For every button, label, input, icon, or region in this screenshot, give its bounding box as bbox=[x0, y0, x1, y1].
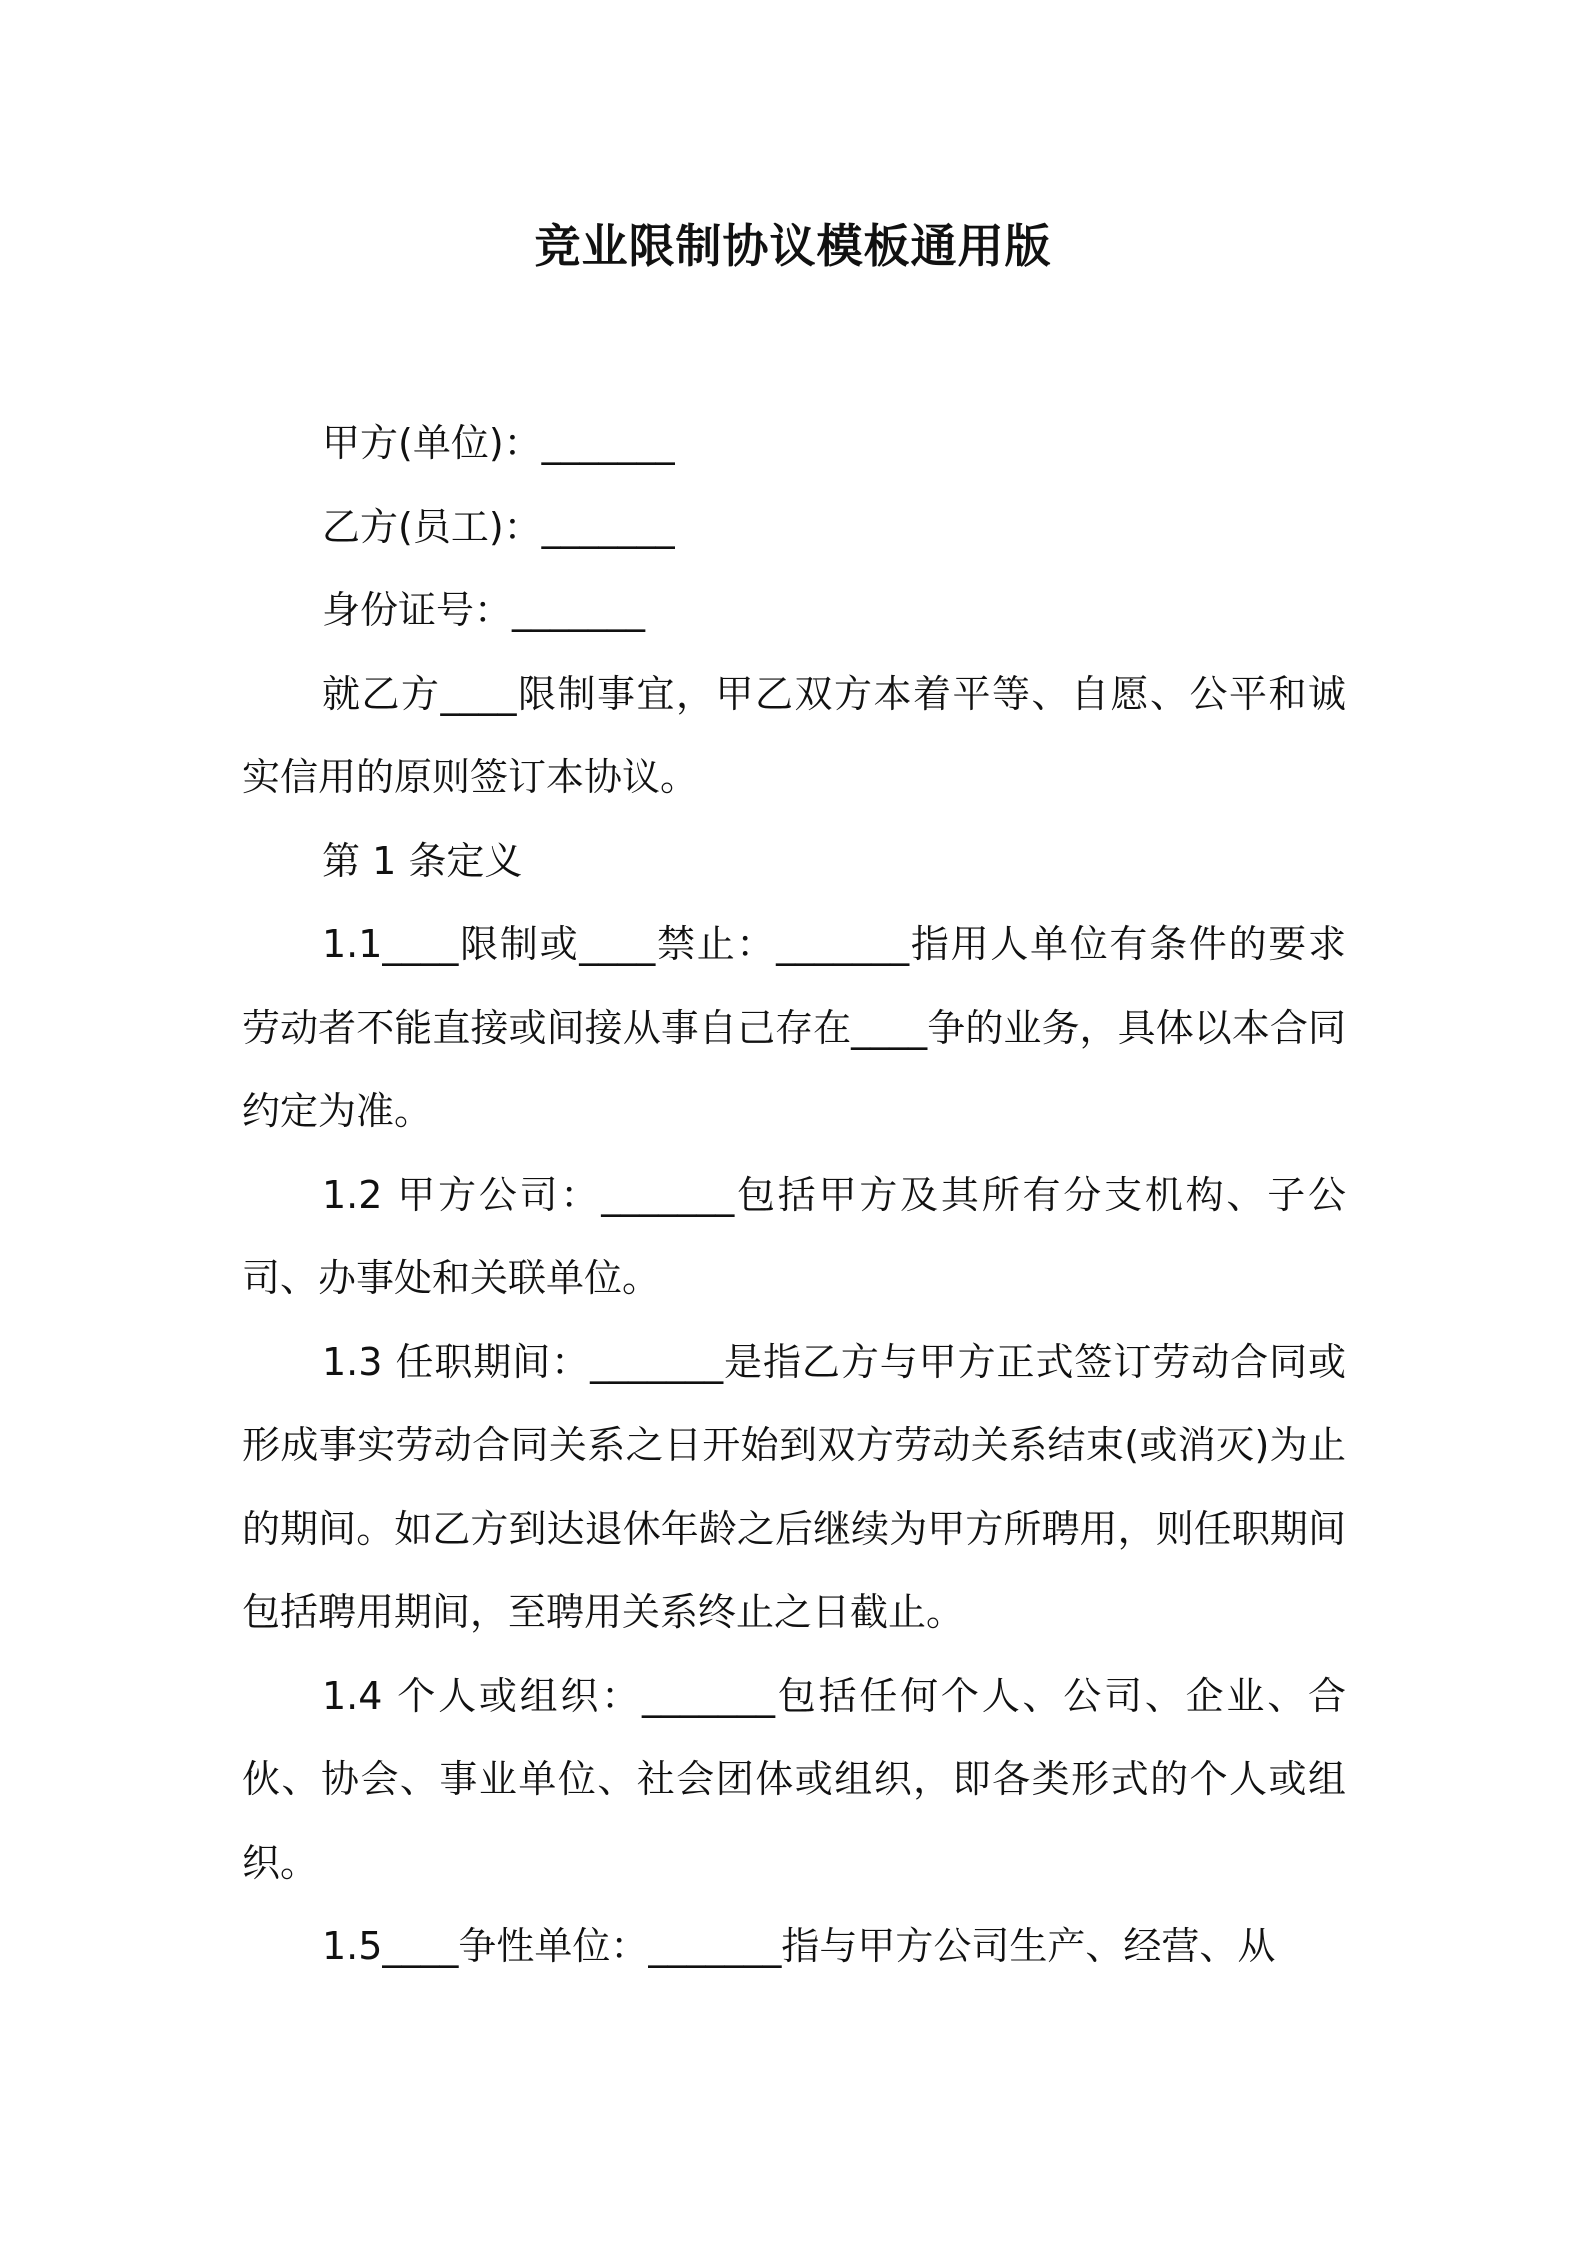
clause-1-4: 1.4 个人或组织：_______包括任何个人、公司、企业、合伙、协会、事业单位、社会团体或组织，即各类形式的个人或组织。 bbox=[242, 1673, 1346, 1885]
clause-1-1: 1.1____限制或____禁止：_______指用人单位有条件的要求劳动者不能直接或间接从事自己存在____争的业务，具体以本合同约定为准。 bbox=[242, 922, 1346, 1133]
party-a-field: 甲方(单位)：_______ bbox=[322, 421, 675, 465]
clause-1-3: 1.3 任职期间：_______是指乙方与甲方正式签订劳动合同或形成事实劳动合同关系之日开始到双方劳动关系结束(或消灭)为止的期间。如乙方到达退休年龄之后继续为甲方所聘用，则任职期间包括聘用期间，至聘用关系终止之日截止。 bbox=[242, 1339, 1346, 1634]
id-number-field: 身份证号：_______ bbox=[322, 588, 646, 632]
preamble-paragraph: 就乙方____限制事宜，甲乙双方本着平等、自愿、公平和诚实信用的原则签订本协议。 bbox=[242, 671, 1346, 799]
party-b-field: 乙方(员工)：_______ bbox=[322, 504, 675, 549]
document-body bbox=[242, 402, 1346, 1989]
article-1-heading: 第 1 条定义 bbox=[322, 838, 523, 883]
clause-1-5: 1.5____争性单位：_______指与甲方公司生产、经营、从 bbox=[322, 1924, 1276, 1968]
clause-1-2: 1.2 甲方公司：_______包括甲方及其所有分支机构、子公司、办事处和关联单位。 bbox=[242, 1172, 1346, 1300]
document-title: 竞业限制协议模板通用版 bbox=[534, 219, 1052, 273]
